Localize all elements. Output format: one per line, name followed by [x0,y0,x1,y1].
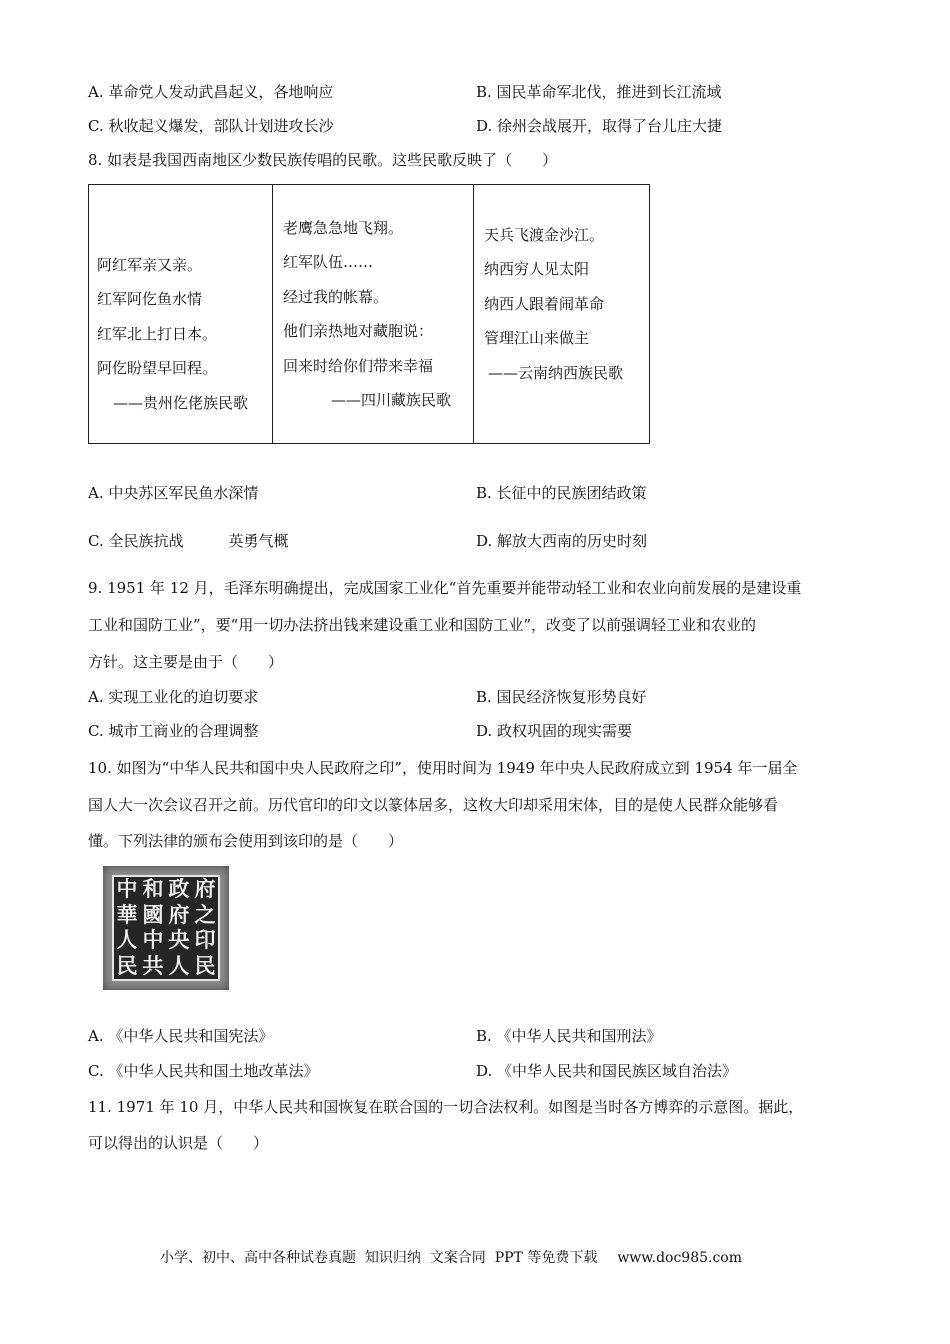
song-line: 他们亲热地对藏胞说： [283,322,434,340]
q7-option-a: A. 革命党人发动武昌起义，各地响应 [88,83,334,101]
seal-char: 中 [116,877,138,901]
song-line: 红军北上打日本。 [97,324,218,343]
song-source: ——云南纳西族民歌 [488,363,624,382]
q9-option-d: D. 政权巩固的现实需要 [476,722,633,740]
q9-option-a: A. 实现工业化的迫切要求 [88,688,259,706]
q7-option-c: C. 秋收起义爆发，部队计划进攻长沙 [88,117,334,135]
q7-option-d: D. 徐州会战展开，取得了台儿庄大捷 [476,117,723,135]
q9-option-b: B. 国民经济恢复形势良好 [476,688,647,706]
q11-stem-line-2: 可以得出的认识是（ ） [88,1134,269,1152]
footer-text: 小学、初中、高中各种试卷真题 知识归纳 文案合同 PPT 等免费下载 [160,1250,598,1266]
song-line: 阿仡盼望早回程。 [97,359,218,378]
seal-char: 府 [168,902,190,927]
seal-char: 民 [116,953,138,978]
seal-char: 府 [194,877,216,901]
song-line: 天兵飞渡金沙江。 [484,225,605,244]
seal-char: 中 [142,928,164,952]
song-line: 经过我的帐幕。 [283,287,389,306]
song-line: 红军队伍…… [283,253,374,271]
song-line: 管理江山来做主 [484,329,590,348]
song-cell-yunnan [474,185,650,444]
q7-option-b: B. 国民革命军北伐，推进到长江流域 [476,83,722,101]
q10-stem-line-1: 10. 如图为“中华人民共和国中央人民政府之印”，使用时间为 1949 年中央人民政府成立到 1954 年一届全 [88,759,798,777]
q9-stem-line-3: 方针。这主要是由于（ ） [88,653,284,671]
q10-option-d: D. 《中华人民共和国民族区域自治法》 [476,1062,738,1080]
song-cell-guizhou [89,185,273,444]
song-line: 纳西人跟着闹革命 [484,294,605,313]
seal-char: 人 [116,928,138,952]
seal-char: 共 [142,953,164,978]
song-line: 纳西穷人见太阳 [484,260,590,279]
seal-char: 政 [168,877,190,901]
song-line: 老鹰急急地飞翔。 [283,218,404,237]
q10-option-b: B. 《中华人民共和国刑法》 [476,1027,662,1045]
seal-char: 人 [168,953,190,978]
seal-char: 華 [116,902,138,927]
q8-option-d: D. 解放大西南的历史时刻 [476,532,648,550]
seal-char: 央 [168,928,190,952]
q8-stem: 8. 如表是我国西南地区少数民族传唱的民歌。这些民歌反映了（ ） [88,151,558,169]
seal-char: 民 [194,953,216,978]
q8-option-a: A. 中央苏区军民鱼水深情 [88,484,259,502]
q8-option-c: C. 全民族抗战 英勇气概 [88,532,289,550]
seal-char: 國 [142,902,164,927]
seal-char: 和 [142,877,164,901]
q10-stem-line-3: 懂。下列法律的颁布会使用到该印的是（ ） [88,832,404,850]
folk-songs-table [88,184,650,444]
song-source: ——四川藏族民歌 [331,391,452,409]
q8-option-b: B. 长征中的民族团结政策 [476,484,647,502]
q10-stem-line-2: 国人大一次会议召开之前。历代官印的印文以篆体居多，这枚大印却采用宋体，目的是使人民群众能够看 [88,796,779,814]
q10-option-c: C. 《中华人民共和国土地改革法》 [88,1062,319,1080]
song-source: ——贵州仡佬族民歌 [113,393,249,412]
q9-stem-line-2: 工业和国防工业”，要“用一切办法挤出钱来建设重工业和国防工业”，改变了以前强调轻工业和农业的 [88,616,757,634]
seal-char: 印 [194,928,216,952]
song-line: 红军阿仡鱼水情 [97,290,203,309]
footer-url[interactable]: www.doc985.com [617,1250,743,1266]
song-line: 阿红军亲又亲。 [97,255,203,274]
page-footer [160,1247,742,1267]
song-cell-sichuan [273,185,474,444]
q10-option-a: A. 《中华人民共和国宪法》 [88,1027,274,1045]
song-line: 回来时给你们带来幸福 [283,356,434,375]
seal-image [103,866,229,990]
q11-stem-line-1: 11. 1971 年 10 月，中华人民共和国恢复在联合国的一切合法权利。如图是当时各方博弈的示意图。据此， [88,1098,804,1116]
q9-stem-line-1: 9. 1951 年 12 月，毛泽东明确提出，完成国家工业化“首先重要并能带动轻工业和农业向前发展的是建设重 [88,579,802,597]
seal-char: 之 [194,902,216,927]
seal-characters [112,875,220,981]
q9-option-c: C. 城市工商业的合理调整 [88,722,259,740]
